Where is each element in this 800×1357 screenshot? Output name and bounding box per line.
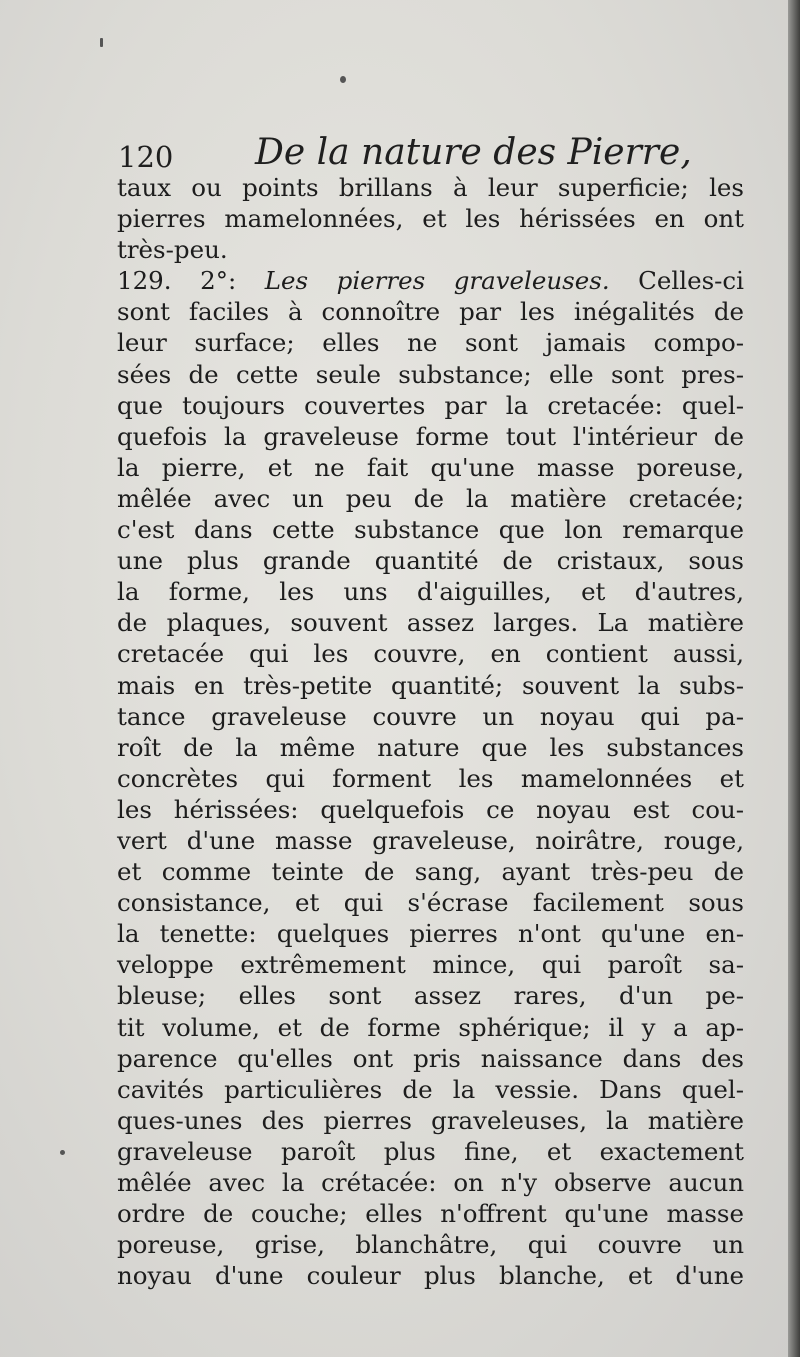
line-continuation: Celles-ci bbox=[609, 266, 744, 296]
body-text bbox=[117, 172, 744, 1291]
text-line: la pierre, et ne fait qu'une masse poreuse, bbox=[117, 452, 744, 482]
text-line: mais en très-petite quantité; souvent la subs- bbox=[117, 670, 744, 700]
text-line: tance graveleuse couvre un noyau qui pa- bbox=[117, 701, 744, 731]
text-line: parence qu'elles ont pris naissance dans des bbox=[117, 1043, 744, 1073]
text-line: leur surface; elles ne sont jamais compo- bbox=[117, 328, 744, 358]
text-line: mêlée avec un peu de la matière cretacée; bbox=[117, 483, 744, 513]
text-line: bleuse; elles sont assez rares, d'un pe- bbox=[117, 981, 744, 1011]
text-line: ordre de couche; elles n'offrent qu'une masse bbox=[117, 1199, 744, 1229]
text-line: vert d'une masse graveleuse, noirâtre, rouge, bbox=[117, 825, 744, 855]
text-line: graveleuse paroît plus fine, et exactement bbox=[117, 1136, 744, 1166]
text-line bbox=[117, 265, 744, 296]
text-line: la tenette: quelques pierres n'ont qu'une en- bbox=[117, 919, 744, 949]
text-line: cretacée qui les couvre, en contient aussi, bbox=[117, 639, 744, 669]
text-line: quefois la graveleuse forme tout l'intérieur de bbox=[117, 421, 744, 451]
text-line: mêlée avec la crétacée: on n'y observe aucun bbox=[117, 1168, 744, 1197]
text-line: roît de la même nature que les substances bbox=[117, 732, 744, 762]
text-line: sont faciles à connoître par les inégalités de bbox=[117, 297, 744, 327]
text-line: consistance, et qui s'écrase facilement sous bbox=[117, 888, 744, 918]
text-line: veloppe extrêmement mince, qui paroît sa- bbox=[117, 950, 744, 980]
text-line: c'est dans cette substance que lon remarque bbox=[117, 515, 744, 545]
text-line: une plus grande quantité de cristaux, sous bbox=[117, 546, 744, 576]
paragraph-number: 129. 2°: bbox=[117, 266, 265, 296]
text-line: concrètes qui forment les mamelonnées et bbox=[117, 763, 744, 793]
text-line: poreuse, grise, blanchâtre, qui couvre un bbox=[117, 1230, 744, 1260]
paper-speck bbox=[100, 38, 103, 47]
text-line: ques-unes des pierres graveleuses, la matière bbox=[117, 1105, 744, 1135]
text-line: cavités particulières de la vessie. Dans quel- bbox=[117, 1074, 744, 1104]
text-line: et comme teinte de sang, ayant très-peu de bbox=[117, 857, 744, 887]
text-line: que toujours couvertes par la cretacée: quel- bbox=[117, 390, 744, 420]
text-line: pierres mamelonnées, et les hérissées en ont bbox=[117, 204, 744, 234]
text-line: noyau d'une couleur plus blanche, et d'une bbox=[117, 1261, 744, 1291]
text-line: sées de cette seule substance; elle sont pres- bbox=[117, 359, 744, 389]
text-line: tit volume, et de forme sphérique; il y a ap- bbox=[117, 1012, 744, 1042]
page-number: 120 bbox=[118, 140, 174, 174]
text-line: de plaques, souvent assez larges. La matière bbox=[117, 608, 744, 638]
running-title: De la nature des Pierre, bbox=[255, 132, 692, 173]
section-heading-italic: Les pierres graveleuses. bbox=[264, 266, 610, 296]
text-line: taux ou points brillans à leur superficie; les bbox=[117, 173, 744, 202]
text-line: très-peu. bbox=[117, 235, 228, 265]
paper-speck bbox=[340, 76, 346, 83]
text-line: la forme, les uns d'aiguilles, et d'autres, bbox=[117, 577, 744, 607]
paper-speck bbox=[60, 1150, 65, 1155]
text-line: les hérissées: quelquefois ce noyau est cou- bbox=[117, 794, 744, 824]
binding-edge bbox=[788, 0, 800, 1357]
